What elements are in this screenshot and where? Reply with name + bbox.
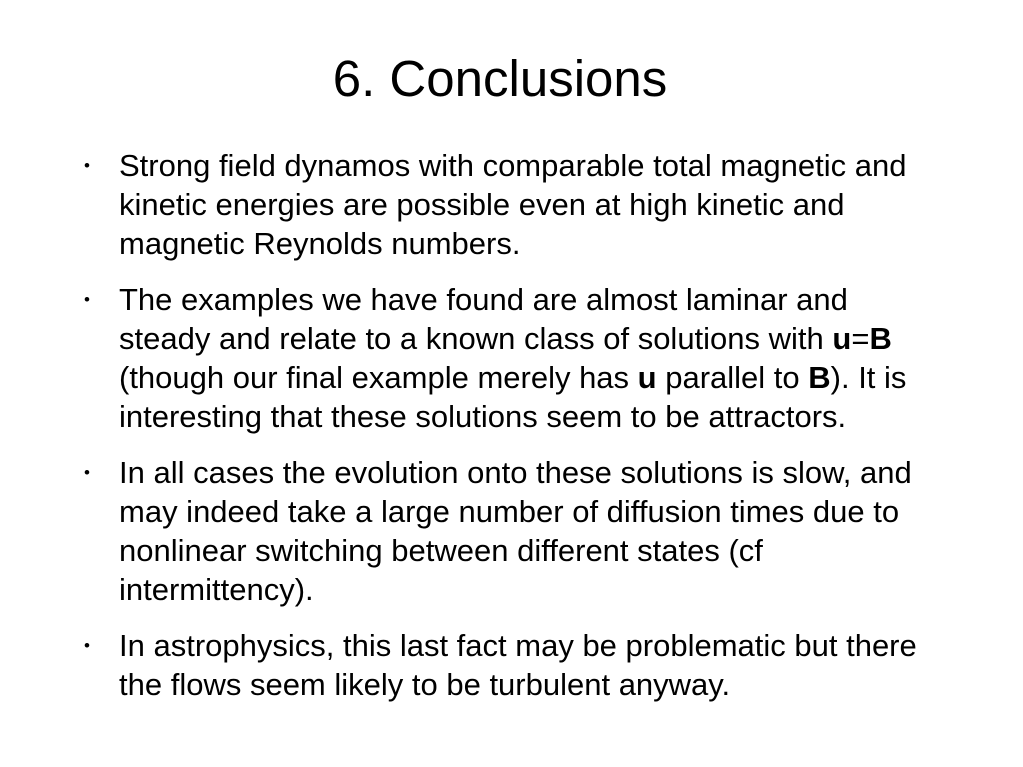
bullet-icon: • [84,290,90,309]
bullet-list [81,146,946,721]
bullet-text: In astrophysics, this last fact may be problematic but there the flows seem likely to be turbulent anyway. [119,628,917,702]
bullet-item [81,453,946,609]
bullet-text-segment: parallel to [656,360,809,395]
bullet-text-segment: The examples we have found are almost laminar and steady and relate to a known class of solutions with [119,282,848,356]
vector-u: u [832,321,852,356]
bullet-text-segment: (though our final example merely has [119,360,638,395]
bullet-item [81,626,946,704]
bullet-icon: • [84,156,90,175]
vector-b: B [808,360,831,395]
equals-sign: = [851,321,870,356]
vector-b: B [869,321,892,356]
bullet-icon: • [84,636,90,655]
vector-u: u [637,360,657,395]
bullet-icon: • [84,463,90,482]
slide-title: 6. Conclusions [332,50,668,107]
bullet-text-segment: ). It is interesting that these solutions seem to be attractors. [119,360,907,434]
bullet-item [81,146,946,263]
bullet-text [119,282,906,434]
bullet-text: In all cases the evolution onto these solutions is slow, and may indeed take a large number of diffusion times due to nonlinear switching between different states (cf intermittency). [119,455,912,607]
bullet-item [81,280,946,436]
bullet-text: Strong field dynamos with comparable total magnetic and kinetic energies are possible even at high kinetic and magnetic Reynolds numbers. [119,148,907,261]
